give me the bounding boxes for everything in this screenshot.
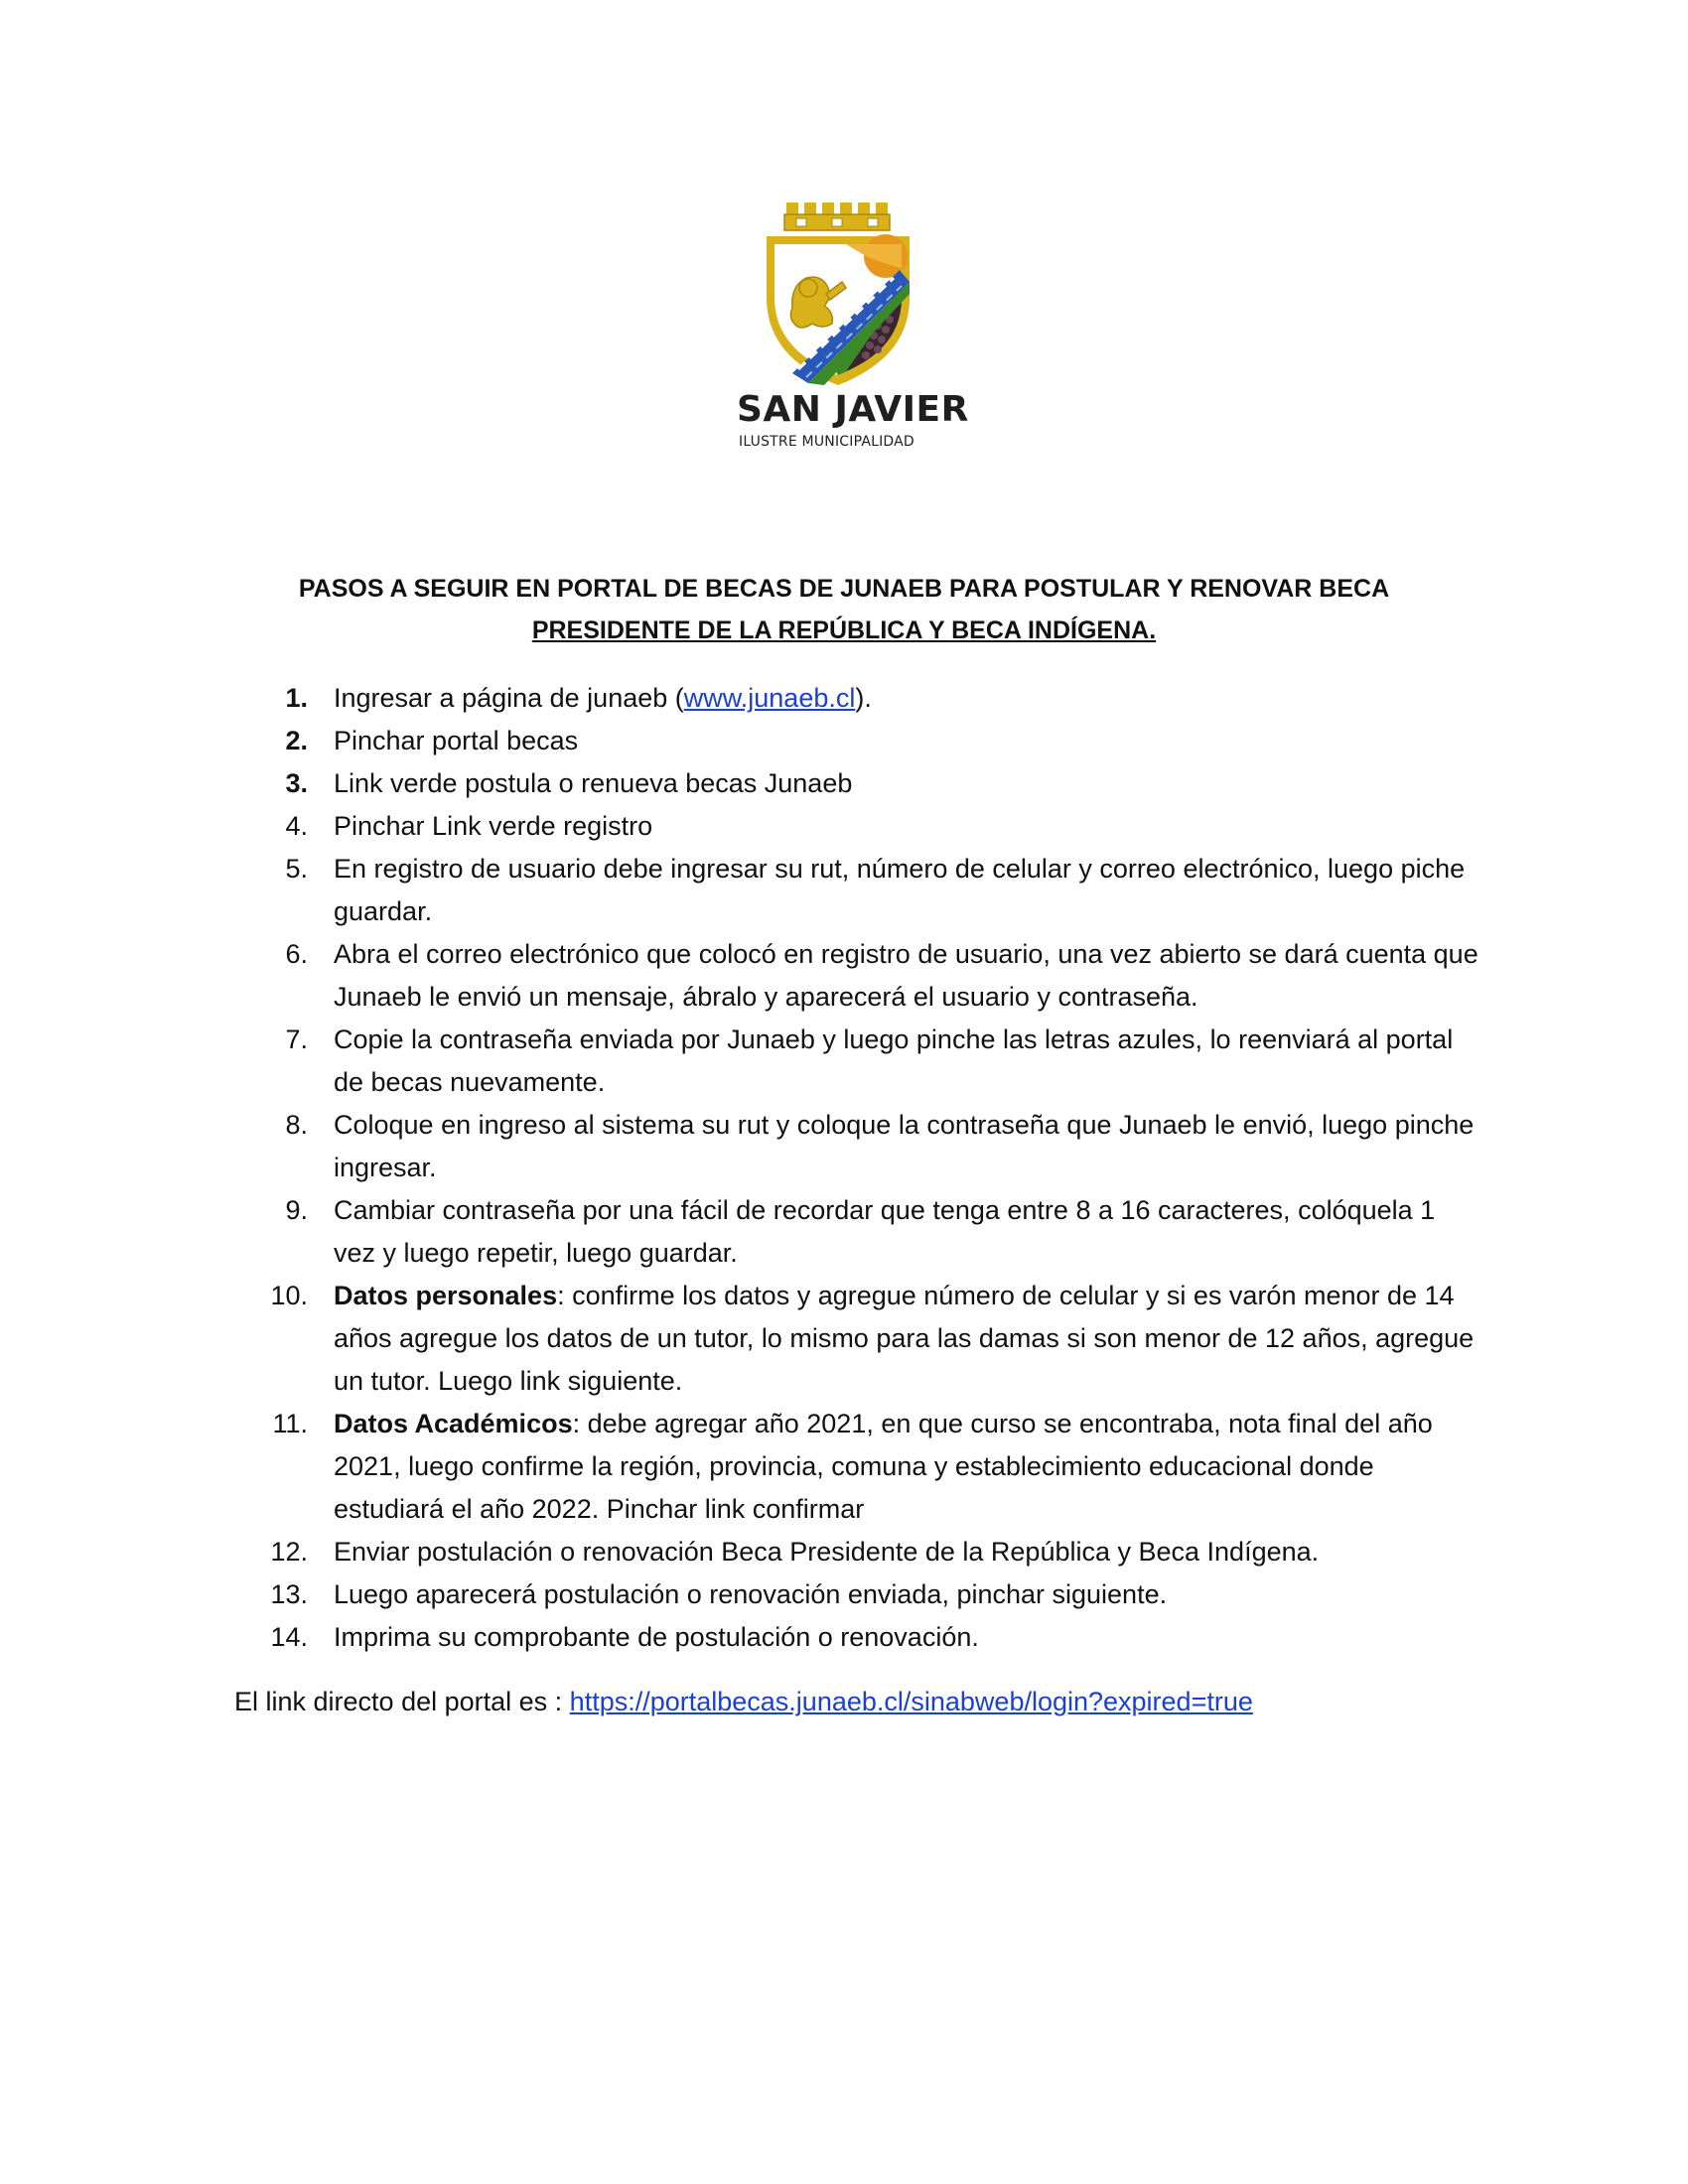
step-number: 12. [270, 1537, 308, 1567]
portal-link-label: El link directo del portal es : [234, 1687, 570, 1716]
step-text: Copie la contraseña enviada por Junaeb y luego pinche las letras azules, lo reenviará al portal de becas nuevamente. [334, 1024, 1454, 1097]
step-text: Pinchar Link verde registro [334, 811, 653, 841]
step-text: Abra el correo electrónico que colocó en registro de usuario, una vez abierto se dará cuenta que Junaeb le envió un mensaje, ábralo y aparecerá el usuario y contraseña. [334, 939, 1478, 1012]
portal-link[interactable]: https://portalbecas.junaeb.cl/sinabweb/login?expired=true [569, 1687, 1253, 1716]
crown-icon [784, 203, 890, 230]
step-text: Link verde postula o renueva becas Junaeb [334, 768, 853, 798]
list-item [268, 848, 1479, 933]
step-text: Luego aparecerá postulación o renovación enviada, pinchar siguiente. [334, 1579, 1168, 1609]
portal-link-line [234, 1681, 1253, 1723]
list-item [268, 1019, 1479, 1104]
municipality-name: SAN JAVIER [737, 389, 969, 430]
list-item [268, 762, 1479, 805]
list-item [268, 1275, 1479, 1403]
title-line-2 [0, 610, 1688, 651]
step-number: 10. [270, 1281, 308, 1310]
step-text: : debe agregar año 2021, en que curso se encontraba, nota final del año 2021, luego confirme la región, provincia, comuna y establecimiento educacional donde estudiará el año 2022. Pinchar link confirmar [334, 1409, 1433, 1524]
step-text: Ingresar a página de junaeb ( [334, 683, 684, 713]
step-number: 9. [285, 1195, 308, 1225]
step-number: 7. [285, 1024, 308, 1054]
list-item [268, 1403, 1479, 1531]
step-text: Enviar postulación o renovación Beca Presidente de la República y Beca Indígena. [334, 1537, 1320, 1567]
list-item [268, 720, 1479, 762]
step-number: 6. [285, 939, 308, 969]
title-line-1: PASOS A SEGUIR EN PORTAL DE BECAS DE JUNAEB PARA POSTULAR Y RENOVAR BECA [298, 575, 1390, 603]
list-item [268, 1531, 1479, 1573]
step-number: 3. [285, 768, 308, 798]
step-number: 1. [285, 683, 308, 713]
list-item [268, 933, 1479, 1019]
step-number: 4. [285, 811, 308, 841]
step-lead: Datos personales [334, 1281, 558, 1310]
coat-of-arms-icon [735, 199, 963, 387]
step-text: Cambiar contraseña por una fácil de recordar que tenga entre 8 a 16 caracteres, colóquela 1 vez y luego repetir, luego guardar. [334, 1195, 1436, 1268]
step-number: 13. [270, 1579, 308, 1609]
step-text: Coloque en ingreso al sistema su rut y coloque la contraseña que Junaeb le envió, luego pinche ingresar. [334, 1110, 1475, 1182]
municipality-subtitle: ILUSTRE MUNICIPALIDAD [739, 434, 914, 450]
step-number: 5. [285, 854, 308, 884]
step-number: 8. [285, 1110, 308, 1140]
steps-list [268, 677, 1479, 1659]
step-lead: Datos Académicos [334, 1409, 573, 1438]
step-number: 2. [285, 726, 308, 755]
step-text: Imprima su comprobante de postulación o renovación. [334, 1622, 979, 1652]
list-item [268, 1573, 1479, 1616]
list-item [268, 1104, 1479, 1189]
list-item [268, 1189, 1479, 1275]
step-text: Pinchar portal becas [334, 726, 579, 755]
step-number: 14. [270, 1622, 308, 1652]
document-title [0, 568, 1688, 651]
step-text-end: ). [855, 683, 872, 713]
step-number: 11. [272, 1409, 308, 1438]
list-item [268, 677, 1479, 720]
list-item [268, 805, 1479, 848]
step-text: En registro de usuario debe ingresar su rut, número de celular y correo electrónico, luego piche guardar. [334, 854, 1466, 926]
list-item [268, 1616, 1479, 1659]
step-text: : confirme los datos y agregue número de celular y si es varón menor de 14 años agregue los datos de un tutor, lo mismo para las damas si son menor de 12 años, agregue un tutor. Luego link siguiente. [334, 1281, 1475, 1396]
title-line-2-text: PRESIDENTE DE LA REPÚBLICA Y BECA INDÍGENA. [531, 616, 1157, 644]
junaeb-link[interactable]: www.junaeb.cl [683, 683, 856, 713]
